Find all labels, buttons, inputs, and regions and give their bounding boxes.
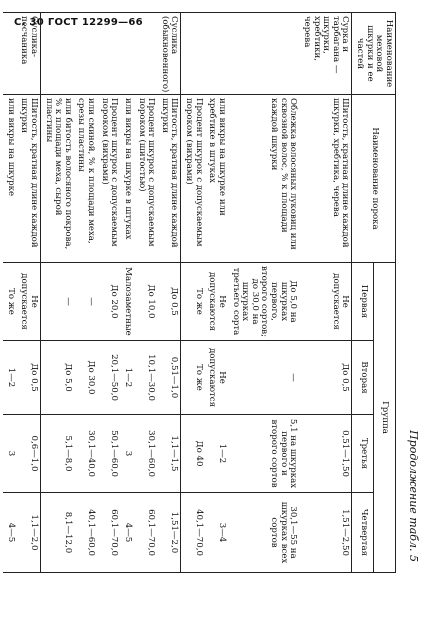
cell-group-2: До 0,5 (299, 341, 352, 415)
cell-group-2: 1—2 (120, 341, 134, 415)
cell-item: Сурка и тарбагана — шкурки, хребтики, черева (299, 13, 352, 95)
table-row (299, 13, 352, 573)
cell-item (181, 13, 205, 95)
cell-group-2: 0,51—1,0 (157, 341, 181, 415)
table-caption: Продолжение табл. 5 (407, 430, 420, 562)
cell-group-3: 5,1 на шкурках первого и второго сортов (228, 415, 299, 493)
cell-item (41, 13, 74, 95)
cell-defect: или вихры на шкурке (3, 95, 17, 263)
cell-defect: или вихры на шкурке или хребтике в штуках (205, 95, 228, 263)
cell-group-1: Не допускается (17, 263, 41, 341)
table-row (3, 13, 17, 573)
cell-group-4: 40,1—60,0 (74, 493, 97, 573)
cell-group-1: До 0,5 (157, 263, 181, 341)
cell-group-1: До 5,0 на шкурках первого, второго сортов; до 30,0 на шкурках третьего сорта (228, 263, 299, 341)
cell-group-4: 4—5 (3, 493, 17, 573)
cell-group-1: — (74, 263, 97, 341)
cell-item (97, 13, 120, 95)
cell-group-1: То же (181, 263, 205, 341)
table-row (17, 13, 41, 573)
col-item-header: Наименование меховой шкурки и ее частей (352, 13, 396, 95)
cell-group-2: То же (181, 341, 205, 415)
cell-group-2: — (228, 341, 299, 415)
cell-group-3: 5,1—8,0 (41, 415, 74, 493)
cell-group-2: До 5,0 (41, 341, 74, 415)
cell-group-3: 3 (120, 415, 134, 493)
cell-group-4: 60,1—70,0 (97, 493, 120, 573)
table-row (97, 13, 120, 573)
table-body (3, 13, 352, 573)
cell-group-1: До 10,0 (134, 263, 157, 341)
cell-defect: Облежка волосяных луковиц или сквозной волос, % к площади каждой шкурки (228, 95, 299, 263)
cell-group-3: 3 (3, 415, 17, 493)
cell-group-2: 10,1—30,0 (134, 341, 157, 415)
cell-group-2: 20,1—50,0 (97, 341, 120, 415)
table-row (134, 13, 157, 573)
cell-group-3: 30,1—40,0 (74, 415, 97, 493)
cell-group-2: До 0,5 (17, 341, 41, 415)
cell-group-4: 3—4 (205, 493, 228, 573)
cell-group-3: 1,1—1,5 (157, 415, 181, 493)
table-row (74, 13, 97, 573)
col-group-3-header: Третья (352, 415, 374, 493)
group-header: Группа (374, 263, 396, 573)
cell-defect: Процент шкурок с допускаемым пороком (вихрами) (181, 95, 205, 263)
cell-group-2: 1—2 (3, 341, 17, 415)
cell-group-4: 40,1—70,0 (181, 493, 205, 573)
cell-item: Суслика-песчаника (17, 13, 41, 95)
cell-group-3: 30,1—60,0 (134, 415, 157, 493)
defects-table (3, 12, 396, 573)
table-row (228, 13, 299, 573)
table-row (181, 13, 205, 573)
cell-item (134, 13, 157, 95)
cell-defect: Процент шкурок с допускаемым пороком (вихрами) (97, 95, 120, 263)
col-group-1-header: Первая (352, 263, 374, 341)
cell-defect: или сминой, % к площади меха, срезы пластины (74, 95, 97, 263)
cell-group-1: — (41, 263, 74, 341)
cell-group-3: 0,6—1,0 (17, 415, 41, 493)
cell-group-3: 1—2 (205, 415, 228, 493)
col-defect-header: Наименование порока (352, 95, 396, 263)
cell-group-1: Не допускаются (205, 263, 228, 341)
table-row (120, 13, 134, 573)
page-header: С. 30 ГОСТ 12299—66 (14, 17, 143, 28)
table-row (157, 13, 181, 573)
cell-defect: или вихры на шкурке в штуках (120, 95, 134, 263)
cell-group-4: 1,51—2,0 (157, 493, 181, 573)
cell-defect: Шитость, кратная длине каждой шкурки (157, 95, 181, 263)
cell-group-1: То же (3, 263, 17, 341)
cell-group-4: 1,1—2,0 (17, 493, 41, 573)
cell-item (228, 13, 299, 95)
col-group-2-header: Вторая (352, 341, 374, 415)
cell-defect: или битость волосяного покрова, % к площади меха, сырой пластины (41, 95, 74, 263)
cell-group-3: До 40 (181, 415, 205, 493)
cell-item (205, 13, 228, 95)
cell-group-3: 50,1—60,0 (97, 415, 120, 493)
table-row (205, 13, 228, 573)
table-row (41, 13, 74, 573)
cell-item (74, 13, 97, 95)
cell-group-1: Малозаметные (120, 263, 134, 341)
cell-group-1: Не допускается (299, 263, 352, 341)
cell-item: Суслика (обыкновенного) (157, 13, 181, 95)
cell-group-4: 30,1—55 на шкурках всех сортов (228, 493, 299, 573)
cell-defect: Шитость, кратная длине каждой шкурки, хребтика, черева (299, 95, 352, 263)
cell-group-4: 4—5 (120, 493, 134, 573)
cell-group-2: До 30,0 (74, 341, 97, 415)
cell-group-4: 1,51—2,50 (299, 493, 352, 573)
cell-item (3, 13, 17, 95)
cell-group-2: Не допускаются (205, 341, 228, 415)
cell-group-4: 8,1—12,0 (41, 493, 74, 573)
cell-group-4: 60,1—70,0 (134, 493, 157, 573)
cell-item (120, 13, 134, 95)
cell-defect: Процент шкурок с допускаемым пороком (шитостью) (134, 95, 157, 263)
cell-group-1: До 20,0 (97, 263, 120, 341)
cell-group-3: 0,51—1,50 (299, 415, 352, 493)
col-group-4-header: Четвертая (352, 493, 374, 573)
cell-defect: Шитость, кратная длине каждой шкурки (17, 95, 41, 263)
